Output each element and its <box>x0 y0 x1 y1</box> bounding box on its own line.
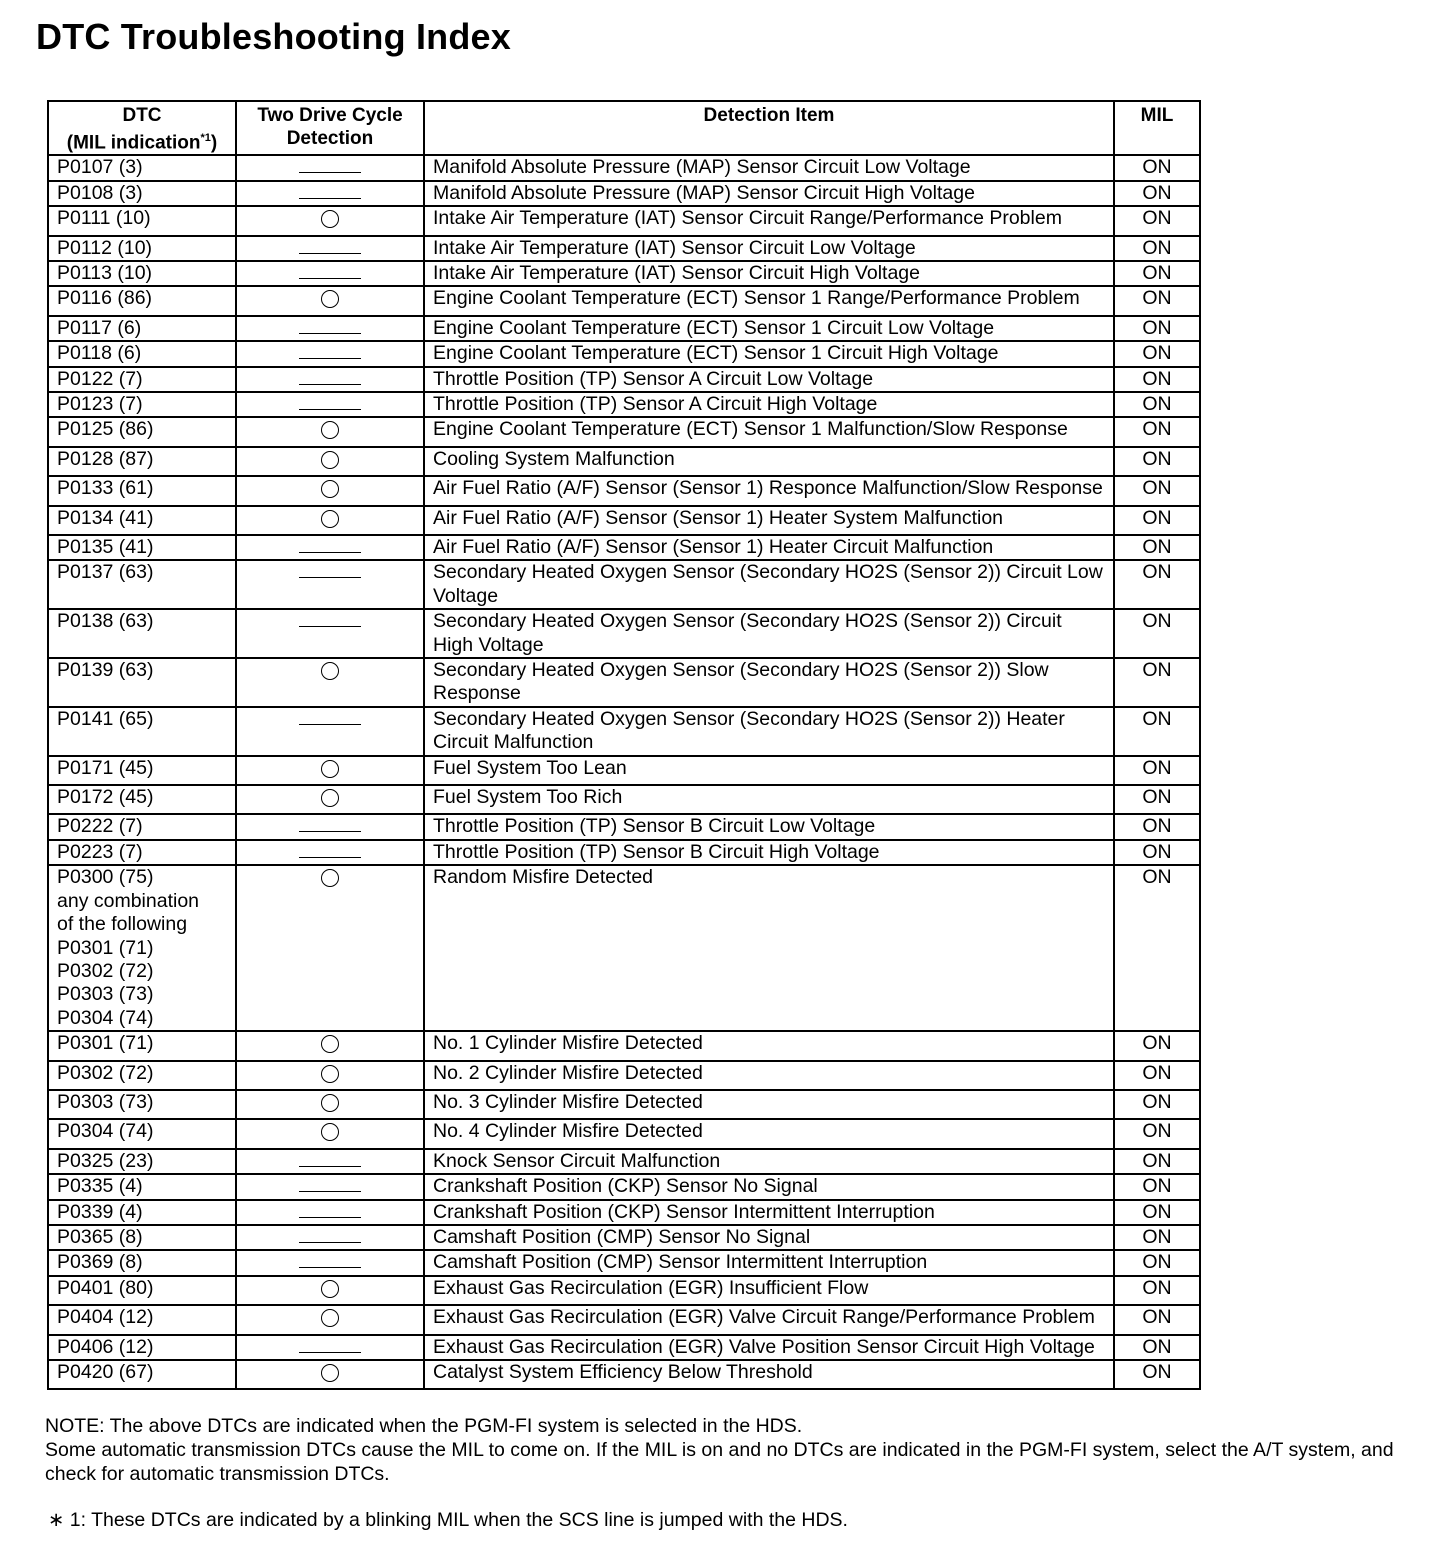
mil-status: ON <box>1114 814 1200 839</box>
mil-status: ON <box>1114 506 1200 535</box>
mil-status: ON <box>1114 367 1200 392</box>
circle-icon <box>321 1035 339 1053</box>
dtc-code: P0138 (63) <box>48 609 236 658</box>
dtc-code: P0108 (3) <box>48 181 236 206</box>
detection-item: Fuel System Too Rich <box>424 785 1114 814</box>
header-dtc-close: ) <box>210 132 218 154</box>
dtc-code: P0222 (7) <box>48 814 236 839</box>
circle-icon <box>321 510 339 528</box>
notes-block <box>45 1414 1440 1486</box>
detection-item: Exhaust Gas Recirculation (EGR) Valve Circuit Range/Performance Problem <box>424 1305 1114 1334</box>
dash-icon <box>299 1267 361 1268</box>
table-row <box>48 1174 1200 1199</box>
dtc-code: P0420 (67) <box>48 1360 236 1389</box>
mil-status: ON <box>1114 155 1200 180</box>
circle-icon <box>321 760 339 778</box>
dtc-code: P0300 (75) any combination of the following P0301 (71) P0302 (72) P0303 (73) P0304 (74) <box>48 865 236 1031</box>
two-drive-cycle-cell <box>236 367 424 392</box>
detection-item: Manifold Absolute Pressure (MAP) Sensor Circuit High Voltage <box>424 181 1114 206</box>
two-drive-cycle-cell <box>236 1061 424 1090</box>
circle-icon <box>321 1094 339 1112</box>
detection-item: Air Fuel Ratio (A/F) Sensor (Sensor 1) Heater System Malfunction <box>424 506 1114 535</box>
dash-icon <box>299 253 361 254</box>
mil-status: ON <box>1114 1250 1200 1275</box>
header-detection-item: Detection Item <box>424 101 1114 155</box>
mil-status: ON <box>1114 1149 1200 1174</box>
table-row <box>48 814 1200 839</box>
table-row <box>48 392 1200 417</box>
dtc-code: P0125 (86) <box>48 417 236 446</box>
two-drive-cycle-cell <box>236 316 424 341</box>
table-row <box>48 1200 1200 1225</box>
mil-status: ON <box>1114 1090 1200 1119</box>
mil-status: ON <box>1114 1119 1200 1148</box>
mil-status: ON <box>1114 560 1200 609</box>
two-drive-cycle-cell <box>236 206 424 235</box>
dtc-code: P0116 (86) <box>48 286 236 315</box>
two-drive-cycle-cell <box>236 865 424 1031</box>
detection-item: Air Fuel Ratio (A/F) Sensor (Sensor 1) Responce Malfunction/Slow Response <box>424 476 1114 505</box>
detection-item: Crankshaft Position (CKP) Sensor No Signal <box>424 1174 1114 1199</box>
dtc-code: P0369 (8) <box>48 1250 236 1275</box>
table-row <box>48 609 1200 658</box>
dtc-code: P0339 (4) <box>48 1200 236 1225</box>
dash-icon <box>299 1242 361 1243</box>
two-drive-cycle-cell <box>236 785 424 814</box>
circle-icon <box>321 789 339 807</box>
mil-status: ON <box>1114 341 1200 366</box>
mil-status: ON <box>1114 756 1200 785</box>
mil-status: ON <box>1114 181 1200 206</box>
table-row <box>48 1276 1200 1305</box>
circle-icon <box>321 210 339 228</box>
dash-icon <box>299 358 361 359</box>
footnote: ∗ 1: These DTCs are indicated by a blinking MIL when the SCS line is jumped with the HDS. <box>48 1509 848 1531</box>
detection-item: Exhaust Gas Recirculation (EGR) Valve Position Sensor Circuit High Voltage <box>424 1335 1114 1360</box>
dash-icon <box>299 1217 361 1218</box>
detection-item: Engine Coolant Temperature (ECT) Sensor 1 Circuit Low Voltage <box>424 316 1114 341</box>
table-row <box>48 341 1200 366</box>
two-drive-cycle-cell <box>236 840 424 865</box>
table-row <box>48 367 1200 392</box>
detection-item: Fuel System Too Lean <box>424 756 1114 785</box>
circle-icon <box>321 421 339 439</box>
two-drive-cycle-cell <box>236 476 424 505</box>
mil-status: ON <box>1114 447 1200 476</box>
detection-item: Throttle Position (TP) Sensor B Circuit High Voltage <box>424 840 1114 865</box>
detection-item: Intake Air Temperature (IAT) Sensor Circuit Low Voltage <box>424 236 1114 261</box>
dtc-code: P0139 (63) <box>48 658 236 707</box>
dash-icon <box>299 1166 361 1167</box>
circle-icon <box>321 480 339 498</box>
detection-item: Crankshaft Position (CKP) Sensor Intermittent Interruption <box>424 1200 1114 1225</box>
two-drive-cycle-cell <box>236 814 424 839</box>
detection-item: Cooling System Malfunction <box>424 447 1114 476</box>
table-row <box>48 1090 1200 1119</box>
two-drive-cycle-cell <box>236 1090 424 1119</box>
footnote-marker: *1 <box>200 132 211 144</box>
dtc-code: P0404 (12) <box>48 1305 236 1334</box>
circle-icon <box>321 1280 339 1298</box>
mil-status: ON <box>1114 1174 1200 1199</box>
detection-item: No. 2 Cylinder Misfire Detected <box>424 1061 1114 1090</box>
dash-icon <box>299 577 361 578</box>
table-row <box>48 560 1200 609</box>
detection-item: Manifold Absolute Pressure (MAP) Sensor Circuit Low Voltage <box>424 155 1114 180</box>
circle-icon <box>321 290 339 308</box>
two-drive-cycle-cell <box>236 341 424 366</box>
table-row <box>48 447 1200 476</box>
table-row <box>48 840 1200 865</box>
dtc-code: P0301 (71) <box>48 1031 236 1060</box>
dash-icon <box>299 857 361 858</box>
table-row <box>48 707 1200 756</box>
detection-item: Engine Coolant Temperature (ECT) Sensor 1 Range/Performance Problem <box>424 286 1114 315</box>
mil-status: ON <box>1114 1200 1200 1225</box>
dash-icon <box>299 409 361 410</box>
mil-status: ON <box>1114 1305 1200 1334</box>
table-row <box>48 417 1200 446</box>
header-mil: MIL <box>1114 101 1200 155</box>
dtc-code: P0335 (4) <box>48 1174 236 1199</box>
table-header-row <box>48 101 1200 155</box>
dash-icon <box>299 552 361 553</box>
table-row <box>48 286 1200 315</box>
two-drive-cycle-cell <box>236 506 424 535</box>
circle-icon <box>321 869 339 887</box>
dtc-code: P0134 (41) <box>48 506 236 535</box>
dash-icon <box>299 831 361 832</box>
circle-icon <box>321 1309 339 1327</box>
table-row <box>48 236 1200 261</box>
dtc-code: P0107 (3) <box>48 155 236 180</box>
detection-item: Intake Air Temperature (IAT) Sensor Circuit High Voltage <box>424 261 1114 286</box>
dash-icon <box>299 384 361 385</box>
detection-item: Engine Coolant Temperature (ECT) Sensor 1 Malfunction/Slow Response <box>424 417 1114 446</box>
header-mil-indication: (MIL indication <box>66 132 201 154</box>
dtc-code: P0111 (10) <box>48 206 236 235</box>
table-row <box>48 1119 1200 1148</box>
dtc-code: P0325 (23) <box>48 1149 236 1174</box>
detection-item: Secondary Heated Oxygen Sensor (Secondary HO2S (Sensor 2)) Heater Circuit Malfunction <box>424 707 1114 756</box>
two-drive-cycle-cell <box>236 286 424 315</box>
circle-icon <box>321 1364 339 1382</box>
mil-status: ON <box>1114 535 1200 560</box>
mil-status: ON <box>1114 392 1200 417</box>
table-row <box>48 865 1200 1031</box>
dash-icon <box>299 626 361 627</box>
dtc-code: P0128 (87) <box>48 447 236 476</box>
table-row <box>48 1031 1200 1060</box>
table-row <box>48 1360 1200 1389</box>
dash-icon <box>299 1352 361 1353</box>
table-row <box>48 1305 1200 1334</box>
dtc-code: P0113 (10) <box>48 261 236 286</box>
note-line-1: NOTE: The above DTCs are indicated when the PGM-FI system is selected in the HDS. <box>45 1415 803 1437</box>
two-drive-cycle-cell <box>236 609 424 658</box>
two-drive-cycle-cell <box>236 447 424 476</box>
detection-item: Throttle Position (TP) Sensor A Circuit Low Voltage <box>424 367 1114 392</box>
dtc-code: P0172 (45) <box>48 785 236 814</box>
mil-status: ON <box>1114 707 1200 756</box>
dtc-code: P0117 (6) <box>48 316 236 341</box>
mil-status: ON <box>1114 609 1200 658</box>
circle-icon <box>321 1065 339 1083</box>
mil-status: ON <box>1114 658 1200 707</box>
table-row <box>48 506 1200 535</box>
two-drive-cycle-cell <box>236 707 424 756</box>
mil-status: ON <box>1114 286 1200 315</box>
dtc-code: P0112 (10) <box>48 236 236 261</box>
two-drive-cycle-cell <box>236 756 424 785</box>
circle-icon <box>321 662 339 680</box>
two-drive-cycle-cell <box>236 658 424 707</box>
two-drive-cycle-cell <box>236 1305 424 1334</box>
mil-status: ON <box>1114 476 1200 505</box>
mil-status: ON <box>1114 865 1200 1031</box>
two-drive-cycle-cell <box>236 417 424 446</box>
two-drive-cycle-cell <box>236 560 424 609</box>
detection-item: No. 3 Cylinder Misfire Detected <box>424 1090 1114 1119</box>
detection-item: Engine Coolant Temperature (ECT) Sensor 1 Circuit High Voltage <box>424 341 1114 366</box>
mil-status: ON <box>1114 1276 1200 1305</box>
table-row <box>48 181 1200 206</box>
mil-status: ON <box>1114 1031 1200 1060</box>
mil-status: ON <box>1114 785 1200 814</box>
table-row <box>48 1149 1200 1174</box>
detection-item: Secondary Heated Oxygen Sensor (Secondary HO2S (Sensor 2)) Circuit High Voltage <box>424 609 1114 658</box>
table-row <box>48 155 1200 180</box>
table-row <box>48 261 1200 286</box>
table-row <box>48 1250 1200 1275</box>
dtc-code: P0122 (7) <box>48 367 236 392</box>
mil-status: ON <box>1114 417 1200 446</box>
two-drive-cycle-cell <box>236 181 424 206</box>
two-drive-cycle-cell <box>236 1225 424 1250</box>
dtc-code: P0171 (45) <box>48 756 236 785</box>
dash-icon <box>299 172 361 173</box>
detection-item: Camshaft Position (CMP) Sensor No Signal <box>424 1225 1114 1250</box>
dtc-index-table <box>47 100 1201 1390</box>
two-drive-cycle-cell <box>236 1276 424 1305</box>
dash-icon <box>299 198 361 199</box>
detection-item: Knock Sensor Circuit Malfunction <box>424 1149 1114 1174</box>
dtc-code: P0223 (7) <box>48 840 236 865</box>
two-drive-cycle-cell <box>236 535 424 560</box>
table-row <box>48 658 1200 707</box>
two-drive-cycle-cell <box>236 392 424 417</box>
header-two-drive-cycle: Two Drive Cycle Detection <box>236 101 424 155</box>
two-drive-cycle-cell <box>236 1119 424 1148</box>
dash-icon <box>299 333 361 334</box>
header-dtc <box>48 101 236 155</box>
mil-status: ON <box>1114 1061 1200 1090</box>
table-row <box>48 756 1200 785</box>
two-drive-cycle-cell <box>236 1031 424 1060</box>
two-drive-cycle-cell <box>236 1360 424 1389</box>
dtc-code: P0118 (6) <box>48 341 236 366</box>
two-drive-cycle-cell <box>236 261 424 286</box>
dtc-code: P0304 (74) <box>48 1119 236 1148</box>
page-title: DTC Troubleshooting Index <box>36 16 511 57</box>
dtc-code: P0401 (80) <box>48 1276 236 1305</box>
detection-item: No. 4 Cylinder Misfire Detected <box>424 1119 1114 1148</box>
detection-item: No. 1 Cylinder Misfire Detected <box>424 1031 1114 1060</box>
header-dtc-label: DTC <box>122 105 162 126</box>
table-body <box>48 155 1200 1389</box>
dtc-code: P0137 (63) <box>48 560 236 609</box>
detection-item: Secondary Heated Oxygen Sensor (Secondary HO2S (Sensor 2)) Circuit Low Voltage <box>424 560 1114 609</box>
circle-icon <box>321 1123 339 1141</box>
table-row <box>48 785 1200 814</box>
two-drive-cycle-cell <box>236 1174 424 1199</box>
dtc-code: P0133 (61) <box>48 476 236 505</box>
note-line-2: Some automatic transmission DTCs cause the MIL to come on. If the MIL is on and no DTCs are indicated in the PGM-FI system, select the A/T system, and check for automatic transmission DTCs. <box>45 1439 1394 1485</box>
detection-item: Catalyst System Efficiency Below Threshold <box>424 1360 1114 1389</box>
table-row <box>48 535 1200 560</box>
mil-status: ON <box>1114 1225 1200 1250</box>
table-row <box>48 1061 1200 1090</box>
dtc-code: P0406 (12) <box>48 1335 236 1360</box>
mil-status: ON <box>1114 1360 1200 1389</box>
dtc-code: P0135 (41) <box>48 535 236 560</box>
dash-icon <box>299 1191 361 1192</box>
dtc-code: P0302 (72) <box>48 1061 236 1090</box>
mil-status: ON <box>1114 261 1200 286</box>
two-drive-cycle-cell <box>236 1200 424 1225</box>
table-row <box>48 1225 1200 1250</box>
detection-item: Throttle Position (TP) Sensor B Circuit Low Voltage <box>424 814 1114 839</box>
mil-status: ON <box>1114 316 1200 341</box>
detection-item: Random Misfire Detected <box>424 865 1114 1031</box>
table-row <box>48 476 1200 505</box>
detection-item: Air Fuel Ratio (A/F) Sensor (Sensor 1) Heater Circuit Malfunction <box>424 535 1114 560</box>
detection-item: Camshaft Position (CMP) Sensor Intermittent Interruption <box>424 1250 1114 1275</box>
mil-status: ON <box>1114 206 1200 235</box>
two-drive-cycle-cell <box>236 1149 424 1174</box>
mil-status: ON <box>1114 1335 1200 1360</box>
mil-status: ON <box>1114 840 1200 865</box>
mil-status: ON <box>1114 236 1200 261</box>
detection-item: Throttle Position (TP) Sensor A Circuit High Voltage <box>424 392 1114 417</box>
dtc-code: P0141 (65) <box>48 707 236 756</box>
detection-item: Exhaust Gas Recirculation (EGR) Insufficient Flow <box>424 1276 1114 1305</box>
dtc-code: P0123 (7) <box>48 392 236 417</box>
two-drive-cycle-cell <box>236 155 424 180</box>
two-drive-cycle-cell <box>236 1335 424 1360</box>
table-row <box>48 206 1200 235</box>
two-drive-cycle-cell <box>236 1250 424 1275</box>
detection-item: Intake Air Temperature (IAT) Sensor Circuit Range/Performance Problem <box>424 206 1114 235</box>
detection-item: Secondary Heated Oxygen Sensor (Secondary HO2S (Sensor 2)) Slow Response <box>424 658 1114 707</box>
table-row <box>48 1335 1200 1360</box>
circle-icon <box>321 451 339 469</box>
table-row <box>48 316 1200 341</box>
two-drive-cycle-cell <box>236 236 424 261</box>
dash-icon <box>299 724 361 725</box>
dash-icon <box>299 278 361 279</box>
dtc-code: P0303 (73) <box>48 1090 236 1119</box>
dtc-code: P0365 (8) <box>48 1225 236 1250</box>
